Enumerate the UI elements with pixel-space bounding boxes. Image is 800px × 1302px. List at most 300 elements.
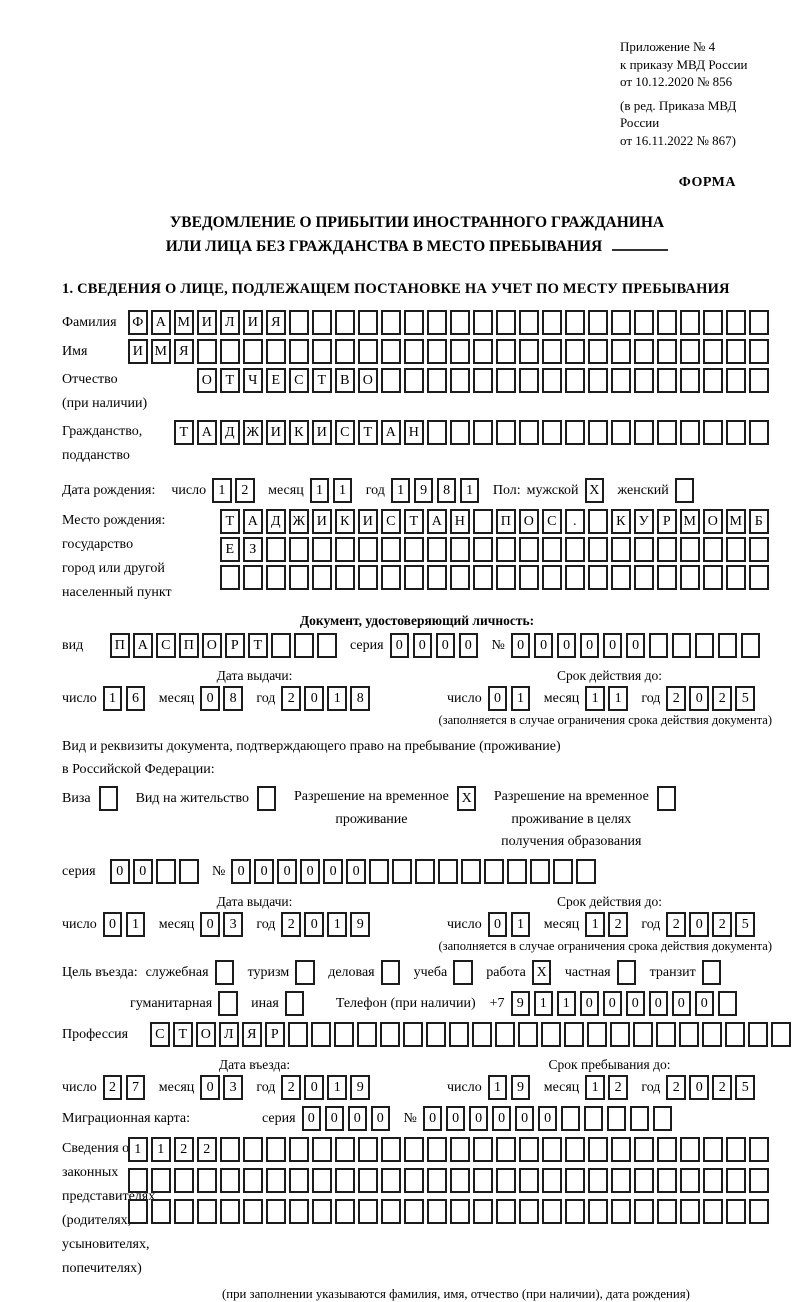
form-cell[interactable] — [472, 1022, 492, 1047]
form-cell[interactable] — [381, 960, 401, 985]
form-cell[interactable] — [519, 537, 539, 562]
form-cell[interactable] — [680, 1168, 700, 1193]
form-cell[interactable]: 1 — [391, 478, 411, 503]
form-cell[interactable] — [427, 537, 447, 562]
form-cell[interactable] — [611, 537, 631, 562]
form-cell[interactable]: 9 — [511, 991, 531, 1016]
form-cell[interactable]: 0 — [689, 686, 709, 711]
form-cell[interactable]: 0 — [603, 991, 623, 1016]
form-cell[interactable] — [311, 1022, 331, 1047]
form-cell[interactable] — [607, 1106, 627, 1131]
form-cell[interactable] — [266, 1137, 286, 1162]
form-cell[interactable]: И — [312, 420, 332, 445]
form-cell[interactable]: 5 — [735, 912, 755, 937]
form-cell[interactable] — [565, 368, 585, 393]
form-cell[interactable] — [588, 310, 608, 335]
form-cell[interactable] — [450, 1199, 470, 1224]
form-cell[interactable] — [220, 565, 240, 590]
form-cell[interactable] — [542, 420, 562, 445]
form-cell[interactable] — [99, 786, 119, 811]
form-cell[interactable] — [657, 368, 677, 393]
form-cell[interactable] — [179, 859, 199, 884]
form-cell[interactable] — [726, 1199, 746, 1224]
form-cell[interactable]: 1 — [327, 912, 347, 937]
form-cell[interactable] — [317, 633, 337, 658]
form-cell[interactable] — [496, 368, 516, 393]
form-cell[interactable] — [358, 1199, 378, 1224]
form-cell[interactable] — [312, 1137, 332, 1162]
form-cell[interactable]: Ф — [128, 310, 148, 335]
form-cell[interactable] — [220, 1199, 240, 1224]
form-cell[interactable]: С — [381, 509, 401, 534]
form-cell[interactable] — [243, 1137, 263, 1162]
form-cell[interactable]: Я — [266, 310, 286, 335]
form-cell[interactable] — [611, 1199, 631, 1224]
form-cell[interactable]: . — [565, 509, 585, 534]
form-cell[interactable] — [426, 1022, 446, 1047]
form-cell[interactable]: А — [427, 509, 447, 534]
form-cell[interactable] — [289, 1168, 309, 1193]
form-cell[interactable]: 0 — [534, 633, 554, 658]
form-cell[interactable]: 1 — [327, 1075, 347, 1100]
form-cell[interactable]: 0 — [302, 1106, 322, 1131]
form-cell[interactable] — [749, 420, 769, 445]
form-cell[interactable] — [565, 339, 585, 364]
form-cell[interactable]: 2 — [197, 1137, 217, 1162]
form-cell[interactable] — [473, 310, 493, 335]
form-cell[interactable] — [266, 565, 286, 590]
form-cell[interactable] — [656, 1022, 676, 1047]
form-cell[interactable] — [576, 859, 596, 884]
form-cell[interactable] — [748, 1022, 768, 1047]
form-cell[interactable] — [519, 368, 539, 393]
form-cell[interactable]: 0 — [346, 859, 366, 884]
form-cell[interactable]: И — [243, 310, 263, 335]
form-cell[interactable] — [496, 1199, 516, 1224]
form-cell[interactable] — [749, 565, 769, 590]
form-cell[interactable]: 0 — [689, 1075, 709, 1100]
form-cell[interactable]: Ч — [243, 368, 263, 393]
form-cell[interactable]: 0 — [538, 1106, 558, 1131]
form-cell[interactable] — [542, 537, 562, 562]
form-cell[interactable]: 0 — [469, 1106, 489, 1131]
form-cell[interactable] — [653, 1106, 673, 1131]
form-cell[interactable]: Н — [450, 509, 470, 534]
form-cell[interactable]: 1 — [488, 1075, 508, 1100]
form-cell[interactable]: 1 — [212, 478, 232, 503]
form-cell[interactable] — [415, 859, 435, 884]
form-cell[interactable] — [749, 310, 769, 335]
form-cell[interactable]: 0 — [304, 686, 324, 711]
form-cell[interactable] — [519, 1137, 539, 1162]
form-cell[interactable]: 1 — [585, 686, 605, 711]
form-cell[interactable]: 0 — [348, 1106, 368, 1131]
form-cell[interactable] — [496, 310, 516, 335]
form-cell[interactable] — [473, 1168, 493, 1193]
form-cell[interactable]: 0 — [580, 633, 600, 658]
form-cell[interactable]: М — [174, 310, 194, 335]
form-cell[interactable]: 0 — [488, 686, 508, 711]
form-cell[interactable]: О — [358, 368, 378, 393]
form-cell[interactable] — [473, 339, 493, 364]
form-cell[interactable] — [496, 339, 516, 364]
form-cell[interactable] — [473, 368, 493, 393]
form-cell[interactable] — [312, 310, 332, 335]
form-cell[interactable] — [703, 1168, 723, 1193]
form-cell[interactable]: 1 — [557, 991, 577, 1016]
form-cell[interactable] — [473, 1199, 493, 1224]
form-cell[interactable]: 8 — [223, 686, 243, 711]
form-cell[interactable] — [634, 537, 654, 562]
form-cell[interactable] — [427, 339, 447, 364]
form-cell[interactable] — [634, 1199, 654, 1224]
form-cell[interactable]: Е — [266, 368, 286, 393]
form-cell[interactable]: 1 — [511, 686, 531, 711]
form-cell[interactable] — [703, 420, 723, 445]
form-cell[interactable] — [450, 368, 470, 393]
form-cell[interactable] — [530, 859, 550, 884]
form-cell[interactable] — [295, 960, 315, 985]
form-cell[interactable]: 1 — [534, 991, 554, 1016]
form-cell[interactable] — [741, 633, 761, 658]
form-cell[interactable] — [312, 1168, 332, 1193]
form-cell[interactable]: 6 — [126, 686, 146, 711]
form-cell[interactable]: 0 — [557, 633, 577, 658]
form-cell[interactable]: А — [381, 420, 401, 445]
form-cell[interactable] — [495, 1022, 515, 1047]
form-cell[interactable] — [381, 1137, 401, 1162]
form-cell[interactable] — [542, 1199, 562, 1224]
form-cell[interactable]: 9 — [511, 1075, 531, 1100]
form-cell[interactable] — [519, 565, 539, 590]
form-cell[interactable] — [312, 1199, 332, 1224]
form-cell[interactable] — [404, 1137, 424, 1162]
form-cell[interactable] — [450, 310, 470, 335]
form-cell[interactable] — [657, 537, 677, 562]
form-cell[interactable]: 0 — [325, 1106, 345, 1131]
form-cell[interactable]: К — [611, 509, 631, 534]
form-cell[interactable]: Т — [220, 509, 240, 534]
form-cell[interactable] — [634, 310, 654, 335]
form-cell[interactable]: А — [151, 310, 171, 335]
form-cell[interactable] — [630, 1106, 650, 1131]
form-cell[interactable] — [695, 633, 715, 658]
form-cell[interactable]: 2 — [281, 686, 301, 711]
form-cell[interactable]: 5 — [735, 1075, 755, 1100]
form-cell[interactable]: А — [197, 420, 217, 445]
form-cell[interactable] — [649, 633, 669, 658]
form-cell[interactable]: 0 — [626, 991, 646, 1016]
form-cell[interactable]: С — [150, 1022, 170, 1047]
form-cell[interactable] — [450, 420, 470, 445]
form-cell[interactable] — [312, 537, 332, 562]
form-cell[interactable] — [542, 565, 562, 590]
form-cell[interactable] — [611, 1168, 631, 1193]
form-cell[interactable] — [404, 1168, 424, 1193]
form-cell[interactable] — [657, 1199, 677, 1224]
form-cell[interactable] — [381, 339, 401, 364]
form-cell[interactable] — [672, 633, 692, 658]
form-cell[interactable] — [151, 1168, 171, 1193]
form-cell[interactable] — [404, 1199, 424, 1224]
form-cell[interactable] — [358, 565, 378, 590]
form-cell[interactable] — [771, 1022, 791, 1047]
form-cell[interactable] — [703, 368, 723, 393]
form-cell[interactable] — [703, 1199, 723, 1224]
form-cell[interactable]: Я — [174, 339, 194, 364]
form-cell[interactable] — [588, 1199, 608, 1224]
form-cell[interactable] — [243, 1199, 263, 1224]
form-cell[interactable]: 2 — [608, 1075, 628, 1100]
form-cell[interactable] — [381, 565, 401, 590]
form-cell[interactable] — [289, 310, 309, 335]
form-cell[interactable] — [749, 339, 769, 364]
form-cell[interactable] — [381, 368, 401, 393]
form-cell[interactable]: 1 — [126, 912, 146, 937]
form-cell[interactable] — [726, 537, 746, 562]
form-cell[interactable] — [427, 1199, 447, 1224]
form-cell[interactable]: 1 — [585, 1075, 605, 1100]
form-cell[interactable] — [680, 310, 700, 335]
form-cell[interactable] — [450, 1168, 470, 1193]
form-cell[interactable]: М — [726, 509, 746, 534]
form-cell[interactable] — [680, 1137, 700, 1162]
form-cell[interactable]: 2 — [174, 1137, 194, 1162]
form-cell[interactable]: О — [519, 509, 539, 534]
form-cell[interactable]: 2 — [666, 1075, 686, 1100]
form-cell[interactable] — [289, 339, 309, 364]
form-cell[interactable]: 0 — [603, 633, 623, 658]
form-cell[interactable] — [289, 1137, 309, 1162]
form-cell[interactable]: С — [542, 509, 562, 534]
form-cell[interactable] — [519, 1168, 539, 1193]
form-cell[interactable] — [718, 991, 738, 1016]
form-cell[interactable]: 1 — [608, 686, 628, 711]
form-cell[interactable] — [174, 1168, 194, 1193]
form-cell[interactable] — [588, 339, 608, 364]
form-cell[interactable] — [680, 339, 700, 364]
form-cell[interactable]: С — [289, 368, 309, 393]
form-cell[interactable] — [680, 565, 700, 590]
form-cell[interactable]: 9 — [350, 1075, 370, 1100]
form-cell[interactable] — [507, 859, 527, 884]
form-cell[interactable]: 8 — [437, 478, 457, 503]
form-cell[interactable]: 0 — [672, 991, 692, 1016]
form-cell[interactable] — [565, 1199, 585, 1224]
form-cell[interactable] — [312, 339, 332, 364]
form-cell[interactable] — [565, 1168, 585, 1193]
form-cell[interactable] — [718, 633, 738, 658]
form-cell[interactable] — [369, 859, 389, 884]
form-cell[interactable]: 0 — [231, 859, 251, 884]
form-cell[interactable] — [584, 1106, 604, 1131]
form-cell[interactable] — [220, 1137, 240, 1162]
form-cell[interactable]: Т — [248, 633, 268, 658]
form-cell[interactable] — [427, 1137, 447, 1162]
form-cell[interactable] — [749, 1168, 769, 1193]
form-cell[interactable]: О — [202, 633, 222, 658]
form-cell[interactable]: С — [156, 633, 176, 658]
form-cell[interactable]: 0 — [626, 633, 646, 658]
form-cell[interactable] — [151, 1199, 171, 1224]
form-cell[interactable]: Ж — [289, 509, 309, 534]
form-cell[interactable] — [404, 565, 424, 590]
form-cell[interactable]: А — [133, 633, 153, 658]
form-cell[interactable]: 0 — [511, 633, 531, 658]
form-cell[interactable] — [357, 1022, 377, 1047]
form-cell[interactable]: К — [289, 420, 309, 445]
form-cell[interactable]: X — [532, 960, 552, 985]
form-cell[interactable] — [565, 565, 585, 590]
form-cell[interactable]: У — [634, 509, 654, 534]
form-cell[interactable]: О — [196, 1022, 216, 1047]
form-cell[interactable] — [519, 310, 539, 335]
form-cell[interactable]: 2 — [666, 912, 686, 937]
form-cell[interactable]: 9 — [414, 478, 434, 503]
form-cell[interactable]: О — [197, 368, 217, 393]
form-cell[interactable]: 0 — [423, 1106, 443, 1131]
form-cell[interactable] — [381, 537, 401, 562]
form-cell[interactable] — [702, 1022, 722, 1047]
form-cell[interactable]: 3 — [223, 1075, 243, 1100]
form-cell[interactable] — [473, 565, 493, 590]
form-cell[interactable] — [611, 339, 631, 364]
form-cell[interactable] — [588, 537, 608, 562]
form-cell[interactable]: 1 — [460, 478, 480, 503]
form-cell[interactable] — [473, 537, 493, 562]
form-cell[interactable] — [561, 1106, 581, 1131]
form-cell[interactable] — [749, 368, 769, 393]
form-cell[interactable] — [381, 1199, 401, 1224]
form-cell[interactable]: 8 — [350, 686, 370, 711]
form-cell[interactable]: 0 — [695, 991, 715, 1016]
form-cell[interactable] — [358, 1168, 378, 1193]
form-cell[interactable] — [358, 1137, 378, 1162]
form-cell[interactable] — [634, 1168, 654, 1193]
form-cell[interactable]: М — [151, 339, 171, 364]
form-cell[interactable] — [611, 565, 631, 590]
form-cell[interactable]: 2 — [666, 686, 686, 711]
form-cell[interactable]: З — [243, 537, 263, 562]
form-cell[interactable]: И — [266, 420, 286, 445]
form-cell[interactable]: И — [128, 339, 148, 364]
form-cell[interactable] — [617, 960, 637, 985]
form-cell[interactable] — [634, 420, 654, 445]
form-cell[interactable]: 3 — [223, 912, 243, 937]
form-cell[interactable]: 0 — [492, 1106, 512, 1131]
form-cell[interactable] — [588, 1168, 608, 1193]
form-cell[interactable]: 1 — [585, 912, 605, 937]
form-cell[interactable] — [565, 420, 585, 445]
form-cell[interactable]: Р — [657, 509, 677, 534]
form-cell[interactable] — [335, 310, 355, 335]
form-cell[interactable] — [266, 537, 286, 562]
form-cell[interactable] — [450, 1137, 470, 1162]
form-cell[interactable] — [726, 565, 746, 590]
form-cell[interactable] — [588, 509, 608, 534]
form-cell[interactable] — [335, 565, 355, 590]
form-cell[interactable] — [128, 1168, 148, 1193]
form-cell[interactable] — [726, 1168, 746, 1193]
form-cell[interactable]: 0 — [304, 1075, 324, 1100]
form-cell[interactable] — [542, 1168, 562, 1193]
form-cell[interactable] — [404, 310, 424, 335]
form-cell[interactable]: С — [335, 420, 355, 445]
form-cell[interactable] — [266, 1199, 286, 1224]
form-cell[interactable]: Т — [220, 368, 240, 393]
form-cell[interactable]: Т — [312, 368, 332, 393]
form-cell[interactable] — [450, 537, 470, 562]
form-cell[interactable] — [657, 565, 677, 590]
form-cell[interactable] — [174, 1199, 194, 1224]
form-cell[interactable] — [461, 859, 481, 884]
form-cell[interactable]: 0 — [304, 912, 324, 937]
form-cell[interactable] — [289, 537, 309, 562]
form-cell[interactable] — [553, 859, 573, 884]
form-cell[interactable] — [565, 310, 585, 335]
form-cell[interactable] — [218, 991, 238, 1016]
form-cell[interactable]: Б — [749, 509, 769, 534]
form-cell[interactable] — [403, 1022, 423, 1047]
form-cell[interactable] — [243, 339, 263, 364]
form-cell[interactable]: 1 — [511, 912, 531, 937]
form-cell[interactable]: Т — [358, 420, 378, 445]
form-cell[interactable]: Н — [404, 420, 424, 445]
form-cell[interactable] — [749, 537, 769, 562]
form-cell[interactable]: Л — [220, 310, 240, 335]
form-cell[interactable]: 0 — [446, 1106, 466, 1131]
form-cell[interactable] — [358, 339, 378, 364]
form-cell[interactable]: 0 — [277, 859, 297, 884]
form-cell[interactable]: 2 — [608, 912, 628, 937]
form-cell[interactable] — [703, 339, 723, 364]
form-cell[interactable] — [726, 420, 746, 445]
form-cell[interactable] — [680, 368, 700, 393]
form-cell[interactable] — [294, 633, 314, 658]
form-cell[interactable] — [519, 1199, 539, 1224]
form-cell[interactable] — [702, 960, 722, 985]
form-cell[interactable] — [726, 1137, 746, 1162]
form-cell[interactable] — [542, 368, 562, 393]
form-cell[interactable]: 0 — [413, 633, 433, 658]
form-cell[interactable]: 1 — [151, 1137, 171, 1162]
form-cell[interactable] — [197, 1168, 217, 1193]
form-cell[interactable] — [266, 1168, 286, 1193]
form-cell[interactable]: Р — [265, 1022, 285, 1047]
form-cell[interactable]: Е — [220, 537, 240, 562]
form-cell[interactable]: 9 — [350, 912, 370, 937]
form-cell[interactable]: И — [197, 310, 217, 335]
form-cell[interactable] — [657, 310, 677, 335]
form-cell[interactable]: 0 — [515, 1106, 535, 1131]
form-cell[interactable]: Я — [242, 1022, 262, 1047]
form-cell[interactable] — [749, 1137, 769, 1162]
form-cell[interactable] — [680, 1199, 700, 1224]
form-cell[interactable]: 0 — [133, 859, 153, 884]
form-cell[interactable]: 1 — [128, 1137, 148, 1162]
form-cell[interactable]: 0 — [436, 633, 456, 658]
form-cell[interactable] — [496, 565, 516, 590]
form-cell[interactable] — [634, 565, 654, 590]
form-cell[interactable] — [473, 1137, 493, 1162]
form-cell[interactable]: 0 — [689, 912, 709, 937]
form-cell[interactable] — [588, 565, 608, 590]
form-cell[interactable] — [588, 420, 608, 445]
form-cell[interactable]: М — [680, 509, 700, 534]
form-cell[interactable]: 0 — [200, 686, 220, 711]
form-cell[interactable] — [427, 420, 447, 445]
form-cell[interactable] — [335, 1168, 355, 1193]
